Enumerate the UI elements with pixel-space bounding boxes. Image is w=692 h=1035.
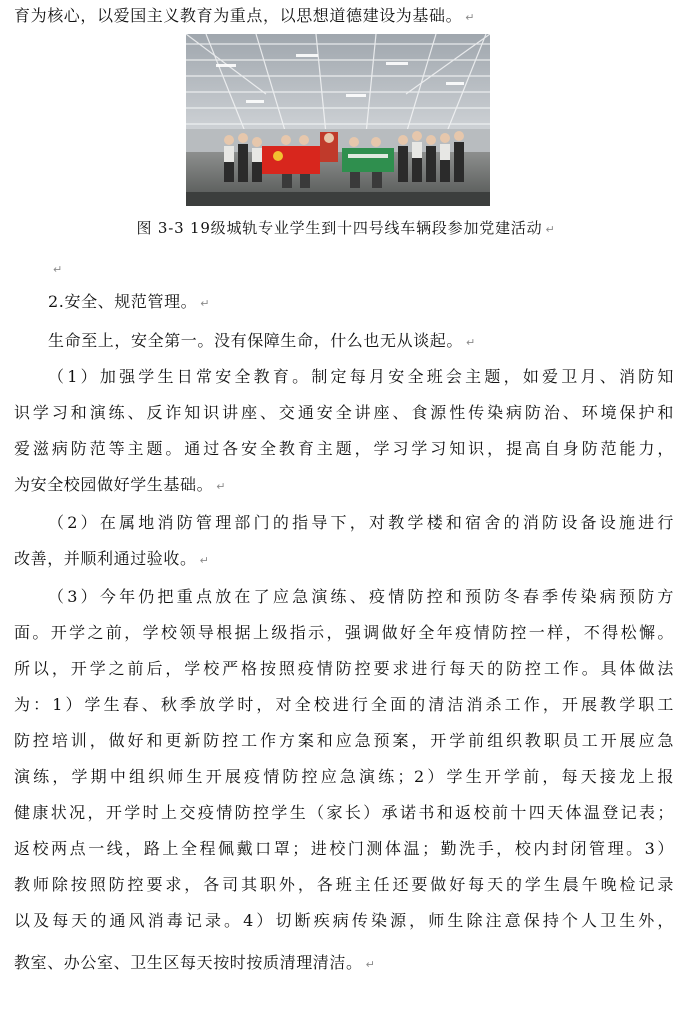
paragraph-mark: ↵ bbox=[200, 297, 211, 310]
empty-paragraph bbox=[50, 258, 63, 280]
item3-line-6: 演练，学期中组织师生开展疫情防控应急演练；2）学生开学前，每天接龙上报 bbox=[14, 767, 674, 786]
lead-sentence bbox=[48, 331, 476, 353]
paragraph-mark: ↵ bbox=[545, 223, 556, 236]
item1-line-2: 识学习和演练、反诈知识讲座、交通安全讲座、食源性传染病防治、环境保护和 bbox=[14, 403, 674, 422]
item3-line-8: 返校两点一线，路上全程佩戴口罩；进校门测体温；勤洗手，校内封闭管理。3） bbox=[14, 839, 674, 858]
item3-line-7: 健康状况，开学时上交疫情防控学生（家长）承诺书和返校前十四天体温登记表； bbox=[14, 803, 674, 822]
item3-line-4: 为：1）学生春、秋季放学时，对全校进行全面的清洁消杀工作，开展教学职工 bbox=[14, 695, 674, 714]
paragraph-mark: ↵ bbox=[53, 263, 63, 276]
item2-line-1: （2）在属地消防管理部门的指导下，对教学楼和宿舍的消防设备设施进行 bbox=[48, 513, 674, 532]
paragraph-mark: ↵ bbox=[465, 11, 476, 24]
item1-line-4 bbox=[14, 475, 226, 497]
paragraph-mark: ↵ bbox=[216, 480, 227, 493]
item3-line-5: 防控培训，做好和更新防控工作方案和应急预案，开学前组织教职员工开展应急 bbox=[14, 731, 674, 750]
item3-line-11 bbox=[14, 953, 375, 975]
item3-line-9: 教师除按照防控要求，各司其职外，各班主任还要做好每天的学生晨午晚检记录 bbox=[14, 875, 674, 894]
item3-line-3: 所以，开学之前后，学校严格按照疫情防控要求进行每天的防控工作。具体做法 bbox=[14, 659, 674, 678]
figure-caption bbox=[0, 218, 692, 240]
lead-sentence-text: 生命至上，安全第一。没有保障生命，什么也无从谈起。 bbox=[48, 331, 464, 350]
item1-line-3: 爱滋病防范等主题。通过各安全教育主题，学习学习知识，提高自身防范能力， bbox=[14, 439, 674, 458]
item2-line-2 bbox=[14, 549, 209, 571]
paragraph-mark: ↵ bbox=[199, 554, 210, 567]
item3-line-1: （3）今年仍把重点放在了应急演练、疫情防控和预防冬春季传染病预防方 bbox=[48, 587, 674, 606]
paragraph-mark: ↵ bbox=[365, 958, 376, 971]
figure-photo bbox=[186, 34, 490, 206]
figure-caption-text: 图 3-3 19级城轨专业学生到十四号线车辆段参加党建活动 bbox=[136, 219, 543, 237]
item3-line-2: 面。开学之前，学校领导根据上级指示，强调做好全年疫情防控一样，不得松懈。 bbox=[14, 623, 674, 642]
item3-line-11-text: 教室、办公室、卫生区每天按时按质清理清洁。 bbox=[14, 953, 363, 972]
item1-line-1: （1）加强学生日常安全教育。制定每月安全班会主题，如爱卫月、消防知 bbox=[48, 367, 674, 386]
item2-line-2-text: 改善，并顺利通过验收。 bbox=[14, 549, 197, 568]
item3-line-10: 以及每天的通风消毒记录。4）切断疾病传染源，师生除注意保持个人卫生外， bbox=[14, 911, 674, 930]
section-heading bbox=[48, 292, 210, 314]
paragraph-mark: ↵ bbox=[466, 336, 476, 349]
section-heading-text: 2.安全、规范管理。 bbox=[48, 292, 198, 311]
item1-line-4-text: 为安全校园做好学生基础。 bbox=[14, 475, 214, 494]
intro-text: 育为核心，以爱国主义教育为重点，以思想道德建设为基础。 bbox=[14, 6, 463, 25]
station-group-photo bbox=[186, 34, 490, 206]
intro-paragraph-tail bbox=[14, 6, 475, 28]
